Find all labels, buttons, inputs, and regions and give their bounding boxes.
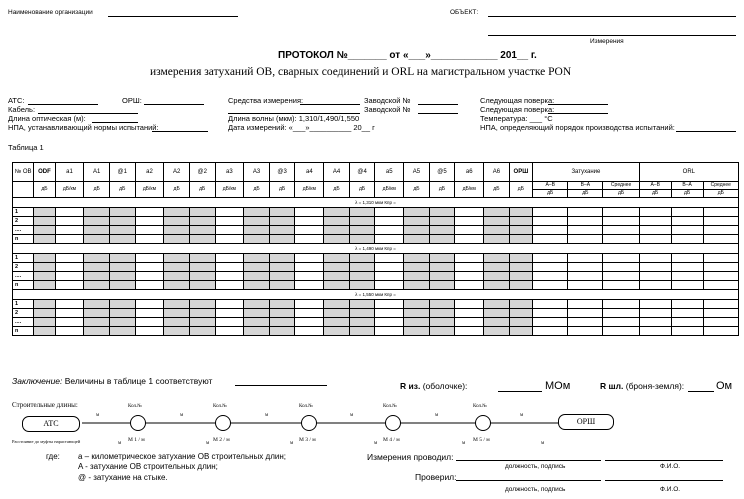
column-header: A4 (324, 163, 350, 182)
ors-box[interactable]: ОРШ (558, 414, 614, 430)
row-label: .... (13, 226, 34, 235)
row-label: 1 (13, 300, 34, 309)
unit-cell: дБ/км (295, 182, 324, 198)
coupling-circle (301, 415, 317, 431)
row-label: n (13, 281, 34, 290)
column-header: ОРШ (509, 163, 532, 182)
band-label: λ = 1,550 мкм Кпр = (13, 290, 739, 300)
column-header: ODF (34, 163, 55, 182)
wavelength-field: Длина волны (мкм): 1,310/1,490/1,550 (228, 114, 360, 123)
coupling-circle (215, 415, 231, 431)
sub-header-unit: дБ (640, 189, 671, 197)
ats-field: АТС: (8, 96, 25, 105)
column-header-attenuation: Затухание (533, 163, 640, 182)
column-header: @4 (349, 163, 375, 182)
unit-cell: дБ (109, 182, 135, 198)
cumulative-meter: м (462, 441, 466, 446)
unit-cell: дБ (244, 182, 270, 198)
segment-meter: м (180, 413, 184, 418)
sub-header-unit: дБ (672, 189, 703, 197)
measured-by-label: Измерения проводил: (367, 452, 454, 462)
unit-cell: дБ/км (55, 182, 84, 198)
unit-cell: дБ/км (215, 182, 244, 198)
unit-cell: дБ (484, 182, 510, 198)
row-label: n (13, 235, 34, 244)
unit-cell: дБ (164, 182, 190, 198)
unit-cell: дБ (509, 182, 532, 198)
npa-order-field: НПА, определяющий порядок производства испытаний: (480, 123, 675, 132)
segment-meter: м (265, 413, 269, 418)
length-field: Длина оптическая (м): (8, 114, 86, 123)
checked-by-label: Проверил: (415, 472, 457, 482)
column-header: @3 (269, 163, 295, 182)
column-header: A3 (244, 163, 270, 182)
unit-cell: дБ (269, 182, 295, 198)
cable-field: Кабель: (8, 105, 36, 114)
coupling-label: Кол.№ (383, 404, 398, 409)
next-check-2: Следующая поверка: (480, 105, 555, 114)
unit-cell: дБ/км (135, 182, 164, 198)
segment-meter: м (350, 413, 354, 418)
sub-header-label: B–A (580, 182, 591, 188)
column-header: a1 (55, 163, 84, 182)
row-label: 2 (13, 309, 34, 318)
segment-meter: м (96, 413, 100, 418)
column-header: A1 (84, 163, 110, 182)
cumulative-meter: м (118, 441, 122, 446)
unit-cell: дБ (404, 182, 430, 198)
unit-cell: дБ/км (455, 182, 484, 198)
unit-cell: дБ (189, 182, 215, 198)
r-iz-note: (оболочке): (422, 381, 468, 391)
column-header: a2 (135, 163, 164, 182)
org-label: Наименование организации (8, 9, 93, 16)
column-header: @2 (189, 163, 215, 182)
legend-item-1: a – километрическое затухание ОВ строительных длин; (78, 452, 286, 461)
meter-label: М 2 / м (213, 437, 230, 443)
r-sh-note: (броня-земля): (625, 381, 685, 391)
r-iz-unit: МОм (545, 380, 571, 392)
column-header: A5 (404, 163, 430, 182)
unit-cell: дБ (34, 182, 55, 198)
sub-header-unit: дБ (704, 189, 738, 197)
name-label: Измерения (590, 38, 624, 45)
row-label: n (13, 327, 34, 336)
conclusion-text: Величины в таблице 1 соответствуют (64, 376, 213, 386)
unit-cell: дБ/км (375, 182, 404, 198)
r-sh-label: R шл. (600, 381, 624, 391)
ors-field: ОРШ: (122, 96, 142, 105)
measured-fio-line[interactable] (605, 460, 723, 461)
measured-sign-line[interactable] (456, 460, 601, 461)
sub-header-unit: дБ (568, 189, 602, 197)
meter-label: М 5 / м (473, 437, 490, 443)
meter-label: М 1 / м (128, 437, 145, 443)
protocol-subtitle: измерения затуханий ОВ, сварных соединений и ORL на магистральном участке PON (150, 66, 572, 78)
column-header: a3 (215, 163, 244, 182)
coupling-label: Кол.№ (213, 404, 228, 409)
sub-header-unit: дБ (533, 189, 567, 197)
meter-label: М 4 / м (383, 437, 400, 443)
column-header: A6 (484, 163, 510, 182)
diagram-title: Строительные длины: (12, 401, 78, 409)
serial-field-2: Заводской № (364, 105, 411, 114)
coupling-circle (130, 415, 146, 431)
row-label: 2 (13, 263, 34, 272)
ats-box[interactable]: АТС (22, 416, 80, 432)
table-caption: Таблица 1 (8, 143, 44, 152)
unit-cell: дБ (84, 182, 110, 198)
checked-fio-caption: Ф.И.О. (660, 486, 681, 493)
sub-header-label: A–B (545, 182, 555, 188)
measured-fio-caption: Ф.И.О. (660, 463, 681, 470)
column-header: a5 (375, 163, 404, 182)
next-check-1: Следующая поверка: (480, 96, 555, 105)
column-header: A2 (164, 163, 190, 182)
coupling-circle (475, 415, 491, 431)
checked-sign-line[interactable] (456, 480, 601, 481)
coupling-label: Кол.№ (473, 404, 488, 409)
distance-label: Расстояние до муфты нарастающей (12, 439, 81, 444)
sub-header-label: Среднее (710, 182, 731, 188)
column-header: a6 (455, 163, 484, 182)
r-iz-label: R из. (400, 381, 421, 391)
column-header: @1 (109, 163, 135, 182)
legend-item-3: @ - затухание на стыке. (78, 473, 168, 482)
legend-where: где: (46, 452, 60, 461)
segment-meter: м (435, 413, 439, 418)
sub-header-unit: дБ (603, 189, 638, 197)
column-header-orl: ORL (639, 163, 738, 182)
sub-header-label: A–B (650, 182, 660, 188)
band-label: λ = 1,490 мкм Кпр = (13, 244, 739, 254)
sub-header-label: Среднее (610, 182, 632, 188)
serial-field-1: Заводской № (364, 96, 411, 105)
cumulative-meter: м (541, 441, 545, 446)
unit-cell: дБ (349, 182, 375, 198)
npa-field: НПА, устанавливающий нормы испытаний: (8, 123, 159, 132)
row-label: 1 (13, 208, 34, 217)
instruments-field: Средства измерения: (228, 96, 304, 105)
unit-cell: дБ (324, 182, 350, 198)
unit-cell: дБ (429, 182, 455, 198)
band-label: λ = 1,310 мкм Кпр = (13, 198, 739, 208)
r-sh-unit: Ом (716, 380, 733, 392)
row-label: 1 (13, 254, 34, 263)
column-header: № ОВ (13, 163, 34, 182)
conclusion-label: Заключение: (12, 376, 63, 386)
row-label: .... (13, 318, 34, 327)
cumulative-meter: м (206, 441, 210, 446)
row-label: .... (13, 272, 34, 281)
column-header: a4 (295, 163, 324, 182)
date-field: Дата измерений: «___»__________ 20__ г (228, 123, 375, 132)
row-label: 2 (13, 217, 34, 226)
cumulative-meter: м (374, 441, 378, 446)
segment-meter: м (520, 413, 524, 418)
coupling-label: Кол.№ (299, 404, 314, 409)
object-label: ОБЪЕКТ: (450, 9, 479, 16)
coupling-label: Кол.№ (128, 404, 143, 409)
sub-header-label: B–A (682, 182, 692, 188)
checked-fio-line[interactable] (605, 480, 723, 481)
coupling-circle (385, 415, 401, 431)
checked-position-caption: должность, подпись (505, 486, 566, 493)
protocol-title: ПРОТОКОЛ №_______ от «___»____________ 201__ г. (278, 50, 537, 61)
measured-position-caption: должность, подпись (505, 463, 566, 470)
column-header: @5 (429, 163, 455, 182)
cumulative-meter: м (290, 441, 294, 446)
meter-label: М 3 / м (299, 437, 316, 443)
temperature-field: Температура: ___ °C (480, 114, 553, 123)
legend-item-2: A - затухание ОВ строительных длин; (78, 462, 218, 471)
